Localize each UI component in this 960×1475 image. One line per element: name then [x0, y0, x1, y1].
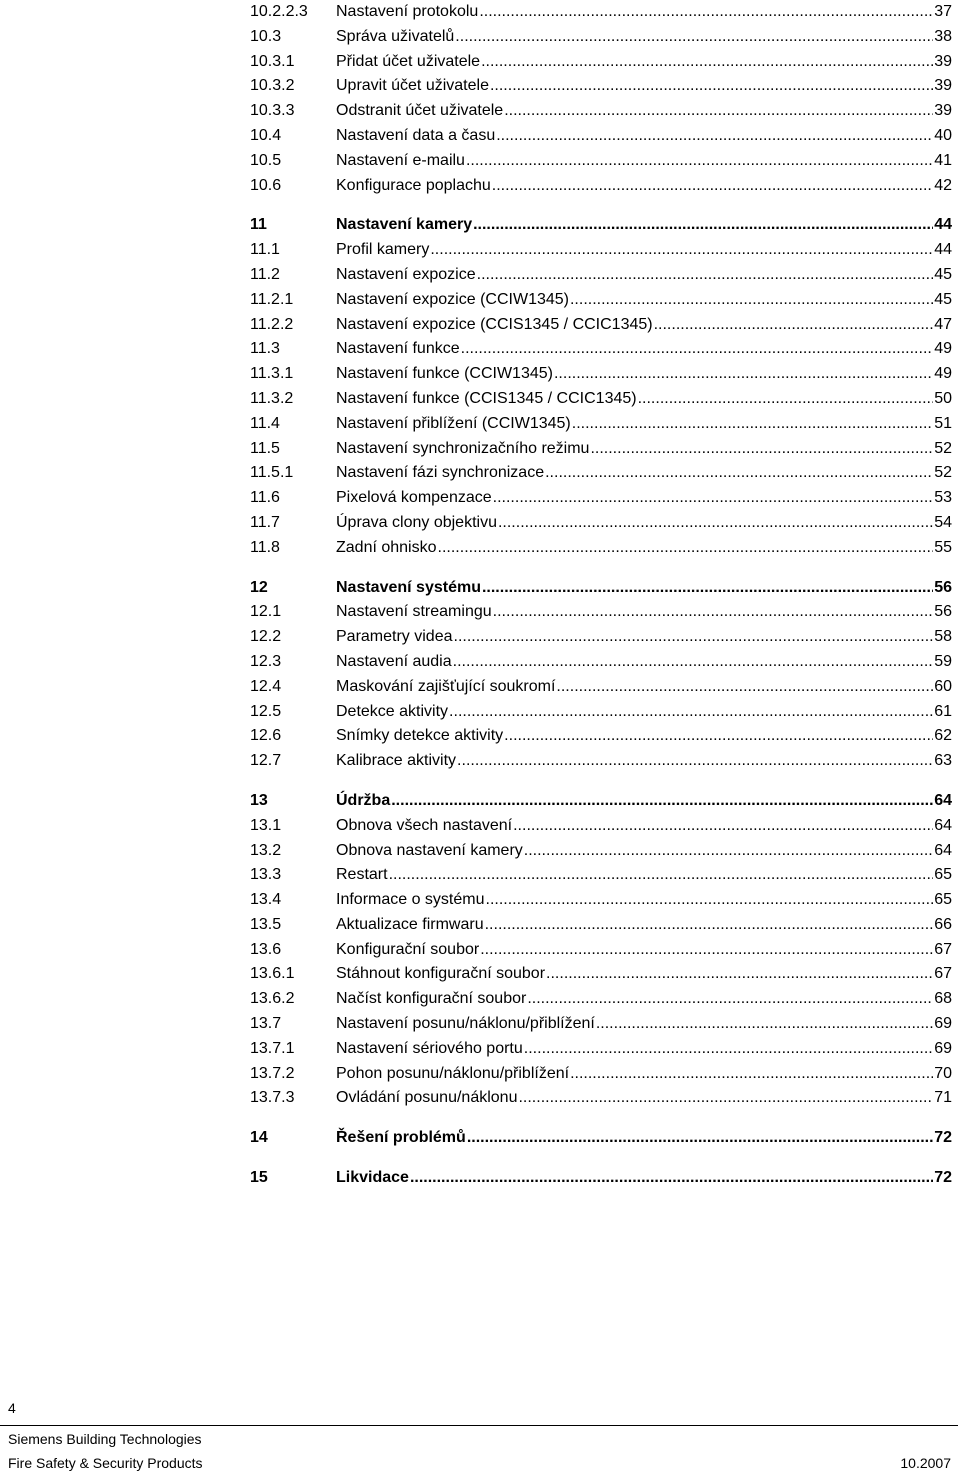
- toc-entry-page: 59: [934, 652, 952, 670]
- toc-entry-number: 12.4: [250, 677, 282, 695]
- toc-entry-page: 45: [934, 265, 952, 283]
- toc-entry-number: 13.6.2: [250, 990, 295, 1008]
- toc-entry-page: 44: [934, 241, 952, 259]
- toc-entry-page: 49: [934, 365, 952, 383]
- toc-entry[interactable]: [250, 724, 952, 749]
- toc-dot-leader: [518, 1086, 933, 1111]
- toc-entry-title: Ovládání posunu/náklonu: [336, 1089, 518, 1107]
- toc-entry-title: Nastavení posunu/náklonu/přiblížení: [336, 1015, 595, 1033]
- toc-entry[interactable]: [250, 863, 952, 888]
- toc-entry-number: 12.7: [250, 752, 282, 770]
- toc-entry-number: 13.4: [250, 891, 282, 909]
- toc-entry-number: 12: [250, 578, 268, 596]
- toc-entry-number: 10.6: [250, 176, 282, 194]
- toc-entry-title: Nastavení kamery: [336, 216, 473, 234]
- toc-entry[interactable]: [250, 536, 952, 561]
- toc-entry-title: Nastavení data a času: [336, 126, 496, 144]
- toc-dot-leader: [524, 839, 933, 864]
- toc-entry-title: Nastavení e-mailu: [336, 151, 465, 169]
- toc-entry-page: 39: [934, 102, 952, 120]
- toc-entry-page: 72: [934, 1169, 952, 1187]
- toc-entry-number: 11.8: [250, 538, 280, 556]
- toc-dot-leader: [389, 863, 934, 888]
- toc-entry[interactable]: [250, 263, 952, 288]
- toc-entry-page: 64: [934, 816, 952, 834]
- toc-entry-number: 11.2: [250, 265, 280, 283]
- toc-dot-leader: [430, 238, 933, 263]
- toc-dot-leader: [482, 576, 933, 601]
- toc-entry-title: Konfigurace poplachu: [336, 176, 491, 194]
- toc-entry-title: Načíst konfigurační soubor: [336, 990, 527, 1008]
- toc-entry-page: 47: [934, 315, 952, 333]
- toc-entry-number: 11.1: [250, 241, 280, 259]
- toc-entry-number: 11.4: [250, 414, 280, 432]
- toc-entry-number: 13.7.3: [250, 1089, 295, 1107]
- toc-entry[interactable]: [250, 0, 952, 25]
- toc-entry-page: 51: [934, 414, 952, 432]
- toc-entry-page: 55: [934, 538, 952, 556]
- toc-entry[interactable]: [250, 74, 952, 99]
- toc-entry[interactable]: [250, 1062, 952, 1087]
- toc-entry[interactable]: [250, 749, 952, 774]
- toc-entry-number: 10.3.2: [250, 77, 295, 95]
- toc-dot-leader: [477, 263, 934, 288]
- toc-entry-number: 11.3.2: [250, 389, 294, 407]
- toc-entry-number: 13.6: [250, 940, 282, 958]
- toc-entry-page: 65: [934, 891, 952, 909]
- toc-entry-page: 69: [934, 1039, 952, 1057]
- toc-entry-title: Stáhnout konfigurační soubor: [336, 965, 546, 983]
- toc-dot-leader: [546, 962, 933, 987]
- toc-dot-leader: [493, 486, 934, 511]
- toc-dot-leader: [438, 536, 934, 561]
- toc-entry-page: 49: [934, 340, 952, 358]
- toc-dot-leader: [493, 600, 934, 625]
- toc-entry-number: 10.3.3: [250, 102, 295, 120]
- toc-entry[interactable]: [250, 25, 952, 50]
- toc-entry-title: Nastavení expozice: [336, 265, 476, 283]
- toc-entry[interactable]: [250, 238, 952, 263]
- toc-entry-page: 62: [934, 727, 952, 745]
- toc-entry-page: 61: [934, 702, 952, 720]
- toc-dot-leader: [455, 25, 933, 50]
- toc-dot-leader: [570, 288, 933, 313]
- toc-dot-leader: [410, 1166, 933, 1191]
- toc-chapter-entry[interactable]: [250, 1166, 952, 1191]
- toc-entry[interactable]: [250, 387, 952, 412]
- toc-entry-page: 52: [934, 439, 952, 457]
- footer-division: Fire Safety & Security Products: [8, 1455, 203, 1471]
- toc-entry-page: 53: [934, 489, 952, 507]
- toc-entry[interactable]: [250, 437, 952, 462]
- toc-entry[interactable]: [250, 888, 952, 913]
- footer-company: Siemens Building Technologies: [8, 1431, 202, 1447]
- toc-entry-page: 58: [934, 628, 952, 646]
- toc-chapter-entry[interactable]: [250, 789, 952, 814]
- toc-entry-page: 41: [934, 151, 952, 169]
- table-of-contents: [250, 0, 952, 1191]
- toc-entry-title: Obnova všech nastavení: [336, 816, 513, 834]
- toc-entry-page: 56: [934, 578, 952, 596]
- toc-entry-title: Nastavení synchronizačního režimu: [336, 439, 590, 457]
- toc-entry[interactable]: [250, 149, 952, 174]
- toc-entry[interactable]: [250, 174, 952, 199]
- toc-dot-leader: [524, 1037, 933, 1062]
- toc-entry-title: Přidat účet uživatele: [336, 52, 481, 70]
- toc-entry-page: 66: [934, 915, 952, 933]
- toc-entry-number: 11.5.1: [250, 464, 294, 482]
- toc-entry-number: 14: [250, 1129, 268, 1147]
- toc-dot-leader: [654, 313, 934, 338]
- toc-entry-title: Odstranit účet uživatele: [336, 102, 504, 120]
- toc-entry[interactable]: [250, 511, 952, 536]
- toc-entry-title: Nastavení funkce (CCIS1345 / CCIC1345): [336, 389, 637, 407]
- toc-dot-leader: [504, 724, 933, 749]
- toc-dot-leader: [638, 387, 934, 412]
- toc-entry-title: Nastavení audia: [336, 652, 452, 670]
- toc-entry-page: 54: [934, 513, 952, 531]
- toc-entry-number: 11.5: [250, 439, 280, 457]
- toc-entry-title: Upravit účet uživatele: [336, 77, 489, 95]
- toc-entry-page: 52: [934, 464, 952, 482]
- toc-dot-leader: [481, 50, 933, 75]
- toc-entry-page: 68: [934, 990, 952, 1008]
- toc-dot-leader: [461, 337, 934, 362]
- toc-entry-title: Nastavení expozice (CCIW1345): [336, 290, 569, 308]
- toc-entry-page: 37: [934, 3, 952, 20]
- toc-entry[interactable]: [250, 814, 952, 839]
- toc-entry-number: 13.2: [250, 841, 282, 859]
- toc-entry-page: 40: [934, 126, 952, 144]
- toc-entry-number: 10.3: [250, 27, 282, 45]
- toc-entry-title: Pixelová kompenzace: [336, 489, 492, 507]
- toc-entry[interactable]: [250, 650, 952, 675]
- toc-entry-page: 60: [934, 677, 952, 695]
- toc-entry[interactable]: [250, 962, 952, 987]
- toc-entry-page: 64: [934, 791, 952, 809]
- toc-dot-leader: [492, 174, 933, 199]
- toc-entry-number: 11: [250, 216, 267, 234]
- toc-entry-title: Likvidace: [336, 1169, 409, 1187]
- toc-entry[interactable]: [250, 99, 952, 124]
- page-number: 4: [8, 1400, 16, 1416]
- toc-entry[interactable]: [250, 313, 952, 338]
- toc-entry[interactable]: [250, 461, 952, 486]
- toc-entry-number: 11.6: [250, 489, 280, 507]
- toc-entry-page: 72: [934, 1129, 952, 1147]
- toc-dot-leader: [485, 913, 934, 938]
- toc-entry-number: 10.4: [250, 126, 282, 144]
- toc-entry-number: 15: [250, 1169, 268, 1187]
- toc-entry-number: 10.2.2.3: [250, 3, 308, 20]
- toc-entry[interactable]: [250, 913, 952, 938]
- toc-entry-title: Detekce aktivity: [336, 702, 449, 720]
- toc-entry-number: 12.2: [250, 628, 282, 646]
- toc-entry-number: 13.6.1: [250, 965, 295, 983]
- toc-entry-title: Zadní ohnisko: [336, 538, 437, 556]
- toc-dot-leader: [490, 74, 933, 99]
- toc-entry-page: 39: [934, 77, 952, 95]
- toc-entry-page: 45: [934, 290, 952, 308]
- toc-entry-title: Konfigurační soubor: [336, 940, 480, 958]
- toc-entry[interactable]: [250, 50, 952, 75]
- toc-entry-title: Obnova nastavení kamery: [336, 841, 523, 859]
- toc-entry-page: 63: [934, 752, 952, 770]
- toc-entry-page: 56: [934, 603, 952, 621]
- toc-entry-page: 71: [934, 1089, 952, 1107]
- toc-entry-title: Správa uživatelů: [336, 27, 455, 45]
- toc-entry-number: 10.3.1: [250, 52, 295, 70]
- toc-entry-title: Kalibrace aktivity: [336, 752, 457, 770]
- toc-dot-leader: [480, 938, 933, 963]
- toc-dot-leader: [449, 700, 933, 725]
- toc-dot-leader: [570, 1062, 933, 1087]
- toc-entry[interactable]: [250, 839, 952, 864]
- toc-entry[interactable]: [250, 124, 952, 149]
- toc-entry-number: 12.3: [250, 652, 282, 670]
- toc-entry-title: Parametry videa: [336, 628, 453, 646]
- toc-entry[interactable]: [250, 1012, 952, 1037]
- toc-entry-number: 13: [250, 791, 268, 809]
- toc-entry-title: Snímky detekce aktivity: [336, 727, 504, 745]
- toc-dot-leader: [496, 124, 933, 149]
- toc-entry-number: 13.7: [250, 1015, 282, 1033]
- toc-entry-title: Restart: [336, 866, 388, 884]
- toc-chapter-entry[interactable]: [250, 213, 952, 238]
- toc-dot-leader: [554, 362, 933, 387]
- toc-entry-number: 13.3: [250, 866, 282, 884]
- toc-dot-leader: [453, 650, 934, 675]
- toc-dot-leader: [391, 789, 933, 814]
- toc-entry-number: 11.7: [250, 513, 280, 531]
- toc-dot-leader: [466, 149, 933, 174]
- toc-entry-title: Nastavení protokolu: [336, 3, 479, 20]
- toc-entry-title: Nastavení systému: [336, 578, 481, 596]
- toc-entry[interactable]: [250, 337, 952, 362]
- toc-entry-number: 13.5: [250, 915, 282, 933]
- toc-entry-page: 64: [934, 841, 952, 859]
- toc-entry-title: Nastavení fázi synchronizace: [336, 464, 545, 482]
- footer-divider: [0, 1425, 958, 1426]
- toc-dot-leader: [479, 0, 933, 25]
- toc-dot-leader: [467, 1126, 933, 1151]
- toc-dot-leader: [590, 437, 933, 462]
- toc-entry-title: Maskování zajišťující soukromí: [336, 677, 556, 695]
- toc-entry-number: 11.3: [250, 340, 280, 358]
- toc-dot-leader: [504, 99, 933, 124]
- toc-entry[interactable]: [250, 412, 952, 437]
- toc-entry[interactable]: [250, 1086, 952, 1111]
- toc-entry-title: Úprava clony objektivu: [336, 513, 497, 531]
- toc-entry-page: 39: [934, 52, 952, 70]
- toc-entry-title: Nastavení sériového portu: [336, 1039, 523, 1057]
- toc-entry[interactable]: [250, 486, 952, 511]
- toc-dot-leader: [498, 511, 933, 536]
- footer-date: 10.2007: [900, 1455, 951, 1471]
- toc-entry-number: 11.2.2: [250, 315, 294, 333]
- toc-entry[interactable]: [250, 938, 952, 963]
- toc-entry-number: 12.5: [250, 702, 282, 720]
- toc-entry[interactable]: [250, 700, 952, 725]
- toc-entry-page: 67: [934, 965, 952, 983]
- toc-entry-number: 11.2.1: [250, 290, 294, 308]
- toc-entry-number: 13.7.1: [250, 1039, 295, 1057]
- toc-entry-number: 13.7.2: [250, 1064, 295, 1082]
- toc-dot-leader: [545, 461, 933, 486]
- toc-entry-title: Nastavení přiblížení (CCIW1345): [336, 414, 571, 432]
- toc-entry-title: Nastavení expozice (CCIS1345 / CCIC1345): [336, 315, 653, 333]
- toc-dot-leader: [513, 814, 933, 839]
- toc-entry-page: 44: [934, 216, 952, 234]
- toc-entry[interactable]: [250, 288, 952, 313]
- toc-entry-number: 12.6: [250, 727, 282, 745]
- toc-entry-title: Pohon posunu/náklonu/přiblížení: [336, 1064, 570, 1082]
- toc-dot-leader: [572, 412, 933, 437]
- toc-dot-leader: [457, 749, 933, 774]
- toc-entry-title: Nastavení funkce (CCIW1345): [336, 365, 553, 383]
- toc-entry-page: 67: [934, 940, 952, 958]
- toc-entry[interactable]: [250, 600, 952, 625]
- toc-dot-leader: [596, 1012, 933, 1037]
- toc-entry[interactable]: [250, 625, 952, 650]
- toc-entry-page: 65: [934, 866, 952, 884]
- toc-dot-leader: [556, 675, 933, 700]
- toc-entry-number: 11.3.1: [250, 365, 294, 383]
- toc-entry-title: Informace o systému: [336, 891, 485, 909]
- toc-dot-leader: [473, 213, 933, 238]
- toc-entry-number: 13.1: [250, 816, 282, 834]
- toc-dot-leader: [454, 625, 934, 650]
- toc-entry-number: 10.5: [250, 151, 282, 169]
- toc-entry[interactable]: [250, 987, 952, 1012]
- toc-entry-number: 12.1: [250, 603, 282, 621]
- toc-entry-title: Nastavení streamingu: [336, 603, 492, 621]
- toc-entry-title: Údržba: [336, 791, 391, 809]
- toc-entry-page: 38: [934, 27, 952, 45]
- toc-entry-title: Nastavení funkce: [336, 340, 460, 358]
- toc-entry[interactable]: [250, 362, 952, 387]
- toc-dot-leader: [527, 987, 933, 1012]
- toc-entry[interactable]: [250, 675, 952, 700]
- toc-entry-title: Profil kamery: [336, 241, 430, 259]
- toc-dot-leader: [486, 888, 934, 913]
- toc-entry-title: Řešení problémů: [336, 1129, 466, 1147]
- toc-entry-page: 42: [934, 176, 952, 194]
- toc-entry-page: 69: [934, 1015, 952, 1033]
- toc-chapter-entry[interactable]: [250, 1126, 952, 1151]
- toc-entry-page: 50: [934, 389, 952, 407]
- toc-entry[interactable]: [250, 1037, 952, 1062]
- toc-chapter-entry[interactable]: [250, 576, 952, 601]
- toc-entry-title: Aktualizace firmwaru: [336, 915, 484, 933]
- toc-entry-page: 70: [934, 1064, 952, 1082]
